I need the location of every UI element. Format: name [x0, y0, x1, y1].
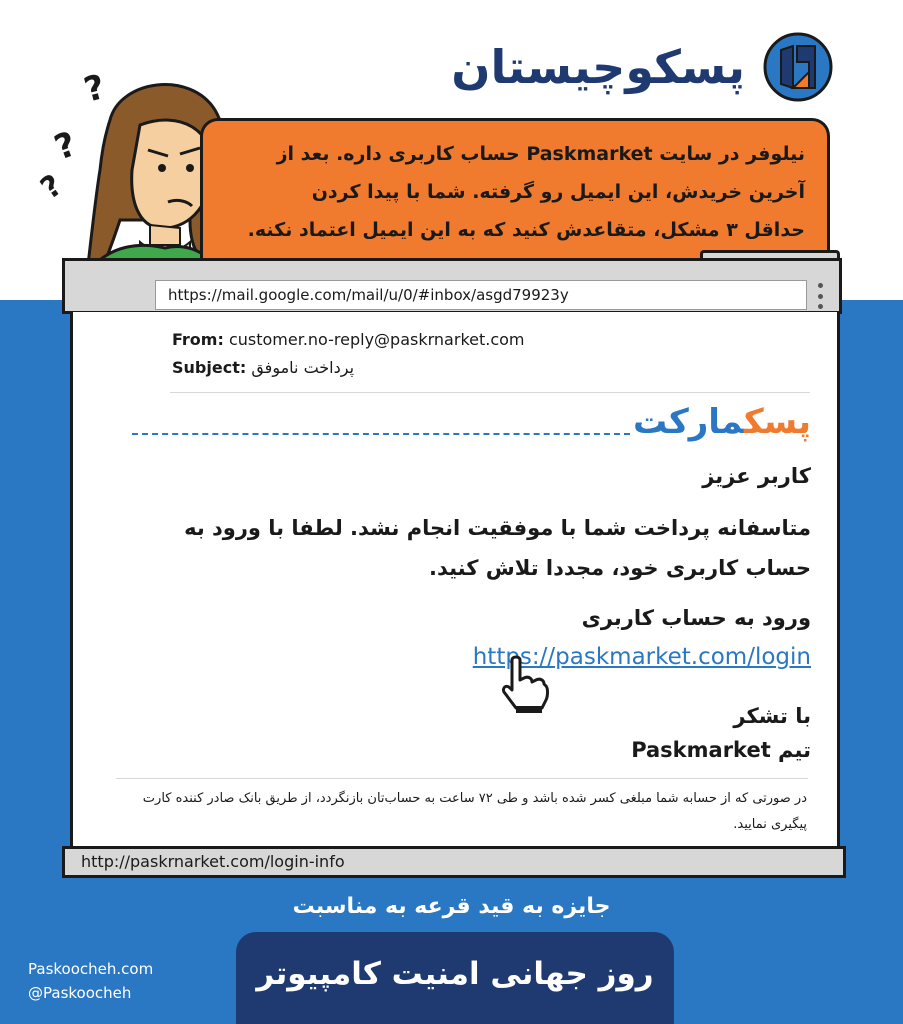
footer-divider [116, 778, 808, 779]
paskmarket-logo [633, 402, 811, 442]
logo-part-2: مارکت [632, 402, 744, 442]
intro-line-3 [221, 211, 805, 249]
kebab-menu-icon[interactable] [815, 283, 825, 309]
from-label: From: [172, 330, 224, 349]
logo-part-1: پسک [743, 402, 811, 442]
address-bar[interactable]: https://mail.google.com/mail/u/0/#inbox/asgd79923y [155, 280, 807, 310]
svg-text:?: ? [49, 124, 82, 169]
website-link[interactable]: Paskoocheh.com [28, 960, 154, 978]
header-divider [170, 392, 810, 393]
intro-line-3-post: ، متقاعدش کنید که به این ایمیل اعتماد نکنه. [247, 219, 661, 241]
social-handle[interactable]: @Paskoocheh [28, 984, 132, 1002]
from-address: customer.no-reply@paskrnarket.com [228, 330, 525, 349]
event-banner: روز جهانی امنیت کامپیوتر [236, 932, 674, 1024]
logo-dashed-line [132, 433, 630, 435]
subject-value: پرداخت ناموفق [251, 358, 355, 377]
intro-brand: Paskmarket [526, 143, 653, 165]
intro-line-1-pre: نیلوفر در سایت [652, 143, 805, 165]
intro-line-1 [221, 135, 805, 173]
brand-header [451, 32, 833, 102]
brand-name: پسکوچیستان [451, 40, 745, 94]
team-signature: تیم Paskmarket [631, 738, 811, 762]
subject-label: Subject: [172, 358, 247, 377]
from-line [172, 330, 525, 349]
email-body: متاسفانه پرداخت شما با موفقیت انجام نشد. لطفا با ورود به حساب کاربری خود، مجددا تلاش کنید. [184, 516, 811, 580]
svg-text:?: ? [79, 66, 110, 111]
login-title: ورود به حساب کاربری [581, 606, 811, 630]
svg-text:?: ? [34, 167, 69, 207]
email-footnote: در صورتی که از حسابه شما مبلغی کسر شده باشد و طی ۷۲ ساعت به حساب‌تان بازنگردد، از طریق بانک صادر کننده کارت پیگیری نمایید. [142, 791, 807, 832]
login-link[interactable]: https://paskmarket.com/login [472, 644, 811, 670]
intro-box [200, 118, 830, 258]
status-bar-url: http://paskrnarket.com/login-info [62, 846, 846, 878]
subject-line [172, 358, 354, 377]
pointer-hand-icon [498, 656, 550, 714]
greeting: کاربر عزیز [702, 464, 811, 488]
intro-line-1-post: حساب کاربری داره. بعد از [276, 143, 527, 165]
thanks: با تشکر [733, 704, 811, 728]
paskoocheh-logo-icon [763, 32, 833, 102]
intro-line-3-bold: حداقل ۳ مشکل [660, 219, 805, 241]
intro-line-2: آخرین خریدش، این ایمیل رو گرفته. شما با پیدا کردن [311, 181, 805, 203]
prize-text: جایزه به قید قرعه به مناسبت [292, 894, 611, 919]
